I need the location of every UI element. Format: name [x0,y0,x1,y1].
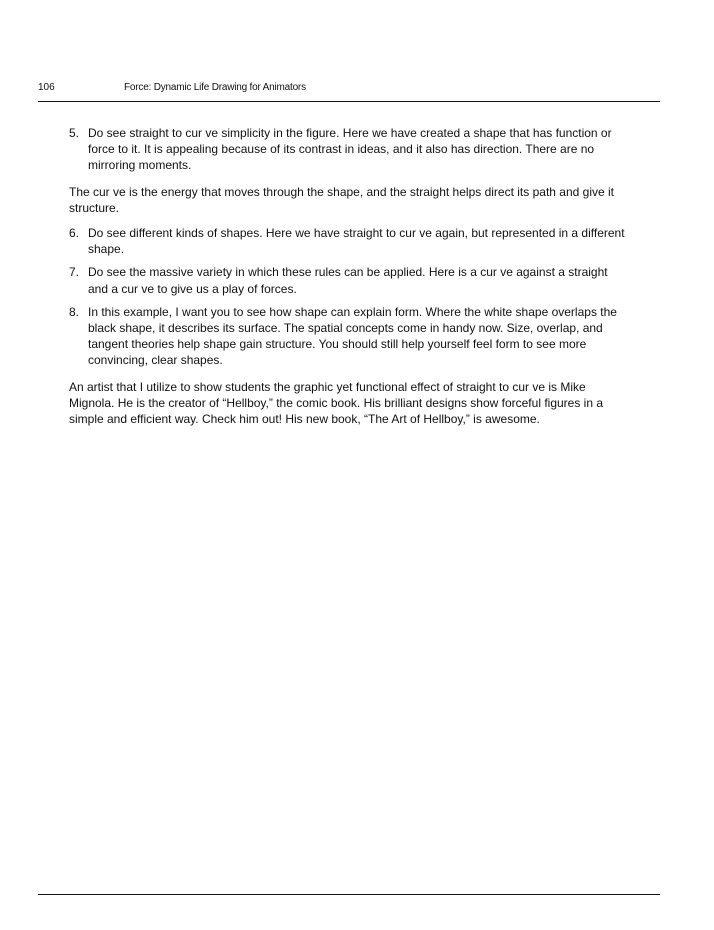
numbered-list-2 [69,225,625,369]
footer-rule [38,894,660,895]
running-title: Force: Dynamic Life Drawing for Animators [124,82,306,93]
item-text: Do see straight to cur ve simplicity in the figure. Here we have created a shape that has function or force to it. It is appealing because of its contrast in ideas, and it also has direction. There are no mirroring moments. [88,126,612,173]
header-rule [38,101,660,102]
list-item-7 [69,264,625,296]
page-header [38,81,660,95]
body-paragraph-mignola: An artist that I utilize to show students the graphic yet functional effect of straight to cur ve is Mike Mignola. He is the creator of “Hellboy,” the comic book. His brilliant designs show forceful figures in a simple and efficient way. Check him out! His new book, “The Art of Hellboy,” is awesome. [69,379,604,427]
item-text: In this example, I want you to see how shape can explain form. Where the white shape overlaps the black shape, it describes its surface. The spatial concepts come in handy now. Size, overlap, and tangent theories help shape gain structure. You should still help yourself feel form to see more convincing, clear shapes. [88,304,617,368]
page-body [69,125,625,436]
numbered-list-1 [69,125,625,174]
list-item-6 [69,225,625,257]
body-paragraph-curve: The cur ve is the energy that moves through the shape, and the straight helps direct its path and give it structure. [69,184,614,215]
item-text: Do see different kinds of shapes. Here we have straight to cur ve again, but represented in a different shape. [88,226,625,257]
page-number: 106 [38,82,55,93]
list-item-8 [69,304,625,369]
list-item-5 [69,125,625,174]
item-number: 6. [69,226,80,241]
item-number: 5. [69,126,80,140]
item-text: Do see the massive variety in which these rules can be applied. Here is a cur ve against a straight and a cur ve to give us a play of forces. [88,265,608,296]
item-number: 7. [69,265,80,280]
item-number: 8. [69,304,80,319]
